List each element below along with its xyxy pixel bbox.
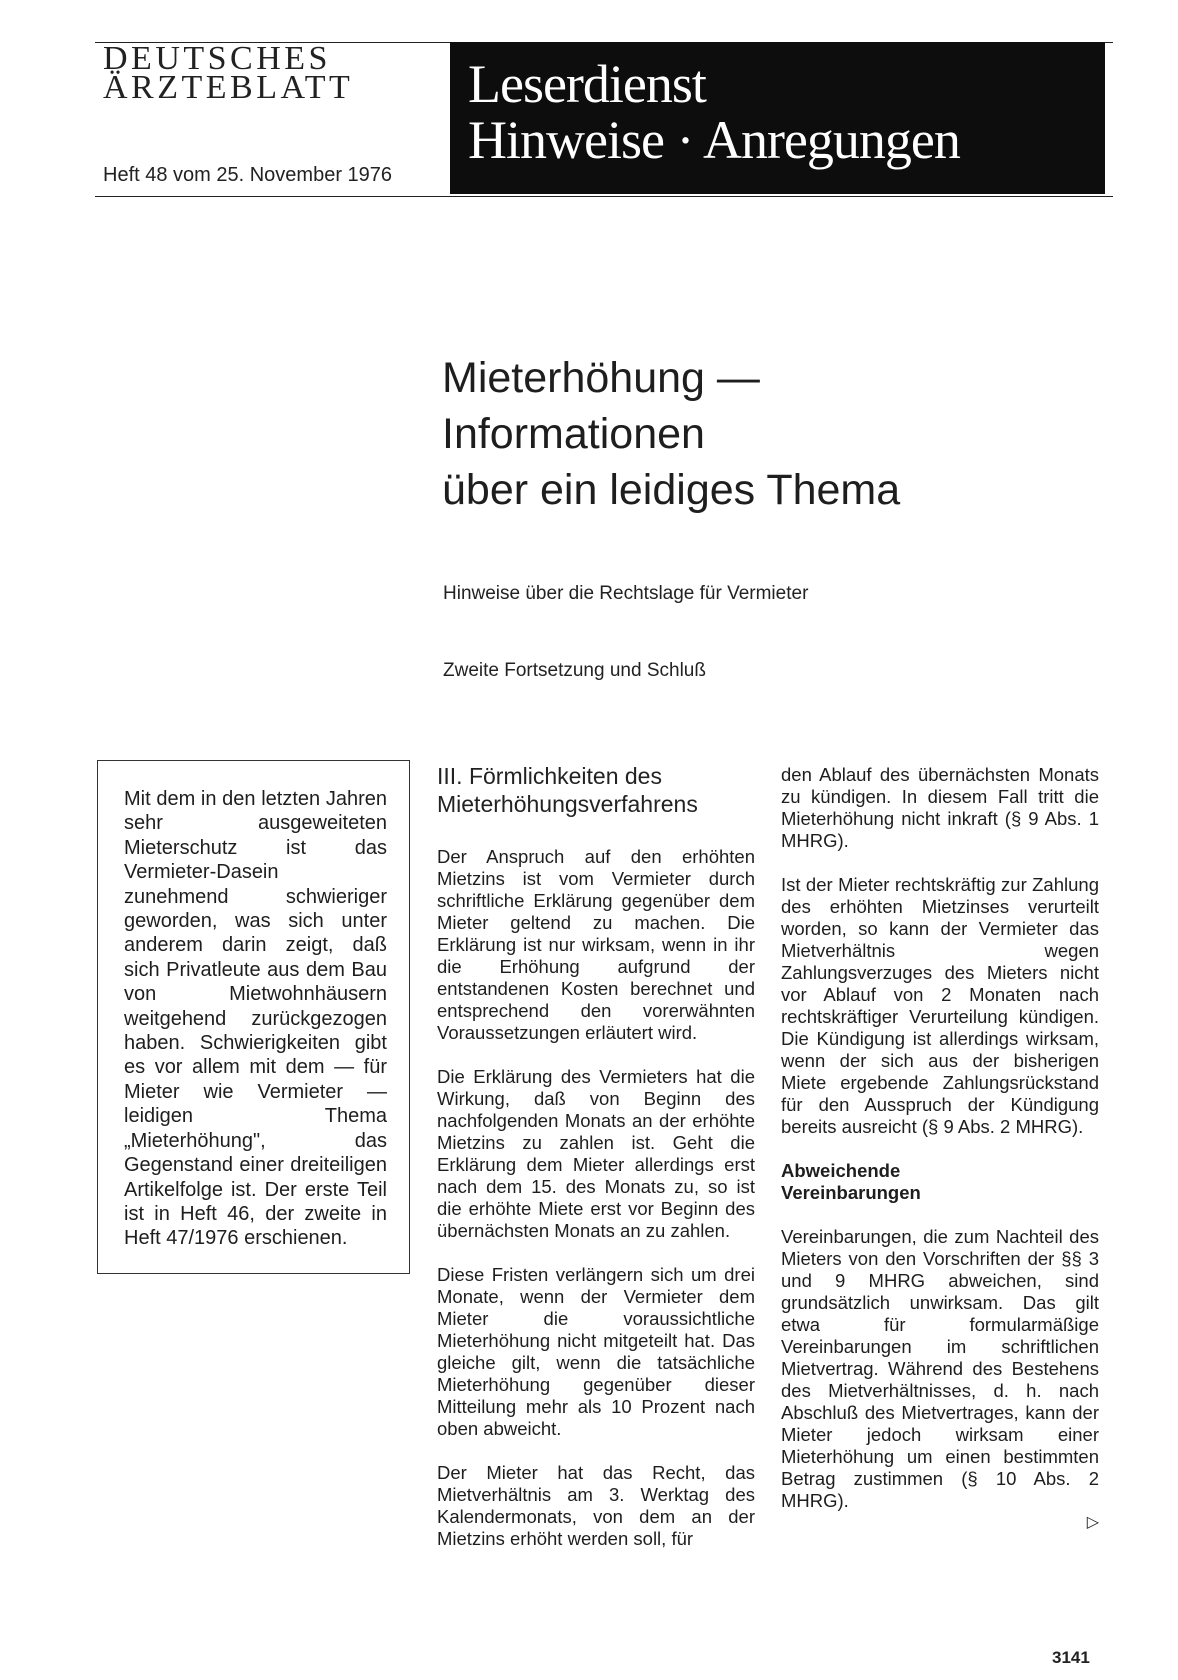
section-heading: III. Förmlichkeiten des Mieterhöhungsverfahrens — [437, 763, 698, 817]
section-banner — [450, 42, 1105, 194]
column-3 — [781, 764, 1099, 1534]
paragraph: Vereinbarungen, die zum Nachteil des Mieters von den Vorschriften der §§ 3 und 9 MHRG abweichen, sind grundsätzlich unwirksam. Das gilt etwa für formularmäßige Vereinbarungen im schriftlichen Mietvertrag. Während des Bestehens des Mietverhältnisses, d. h. nach Abschluß des Mietvertrages, kann der Mieter jedoch wirksam einer Mieterhöhung um einen bestimmten Betrag zustimmen (§ 10 Abs. 2 MHRG). — [781, 1226, 1099, 1511]
paragraph: Der Mieter hat das Recht, das Mietverhältnis am 3. Werktag des Kalendermonats, von dem an der Mietzins erhöht werden soll, für — [437, 1462, 755, 1549]
masthead-line-1: DEUTSCHES — [103, 40, 331, 77]
paragraph: den Ablauf des übernächsten Monats zu kündigen. In diesem Fall tritt die Mieterhöhung nicht inkraft (§ 9 Abs. 1 MHRG). — [781, 764, 1099, 851]
continue-arrow-icon: ▷ — [1086, 1514, 1099, 1531]
title-line-2: Informationen — [442, 410, 705, 458]
article-title — [442, 350, 900, 518]
column-2 — [437, 762, 755, 1572]
paragraph: Ist der Mieter rechtskräftig zur Zahlung des erhöhten Mietzinses verurteilt worden, so kann der Vermieter das Mietverhältnis wegen Zahlungsverzuges des Mieters nicht vor Ablauf von 2 Monaten nach rechtskräftiger Verurteilung kündigen. Die Kündigung ist allerdings wirksam, wenn der sich aus der bisherigen Miete ergebende Zahlungsrückstand für den Ausspruch der Kündigung bereits ausreicht (§ 9 Abs. 2 MHRG). — [781, 874, 1099, 1137]
intro-text: Mit dem in den letzten Jahren sehr ausgeweiteten Mieterschutz ist das Vermieter-Dasein zunehmend schwieriger geworden, was sich unter anderem darin zeigt, daß sich Privatleute aus dem Bau von Mietwohnhäusern weitgehend zurückgezogen haben. Schwierigkeiten gibt es vor allem mit dem — für Mieter wie Vermieter — leidigen Thema „Mieterhöhung", das Gegenstand einer dreiteiligen Artikelfolge ist. Der erste Teil ist in Heft 46, der zweite in Heft 47/1976 erschienen. — [124, 788, 387, 1250]
subsection-heading-line-2: Vereinbarungen — [781, 1182, 921, 1203]
banner-line-1: Leserdienst — [468, 54, 706, 114]
title-line-3: über ein leidiges Thema — [442, 466, 901, 514]
masthead-line-2: ÄRZTEBLATT — [103, 69, 354, 106]
title-line-1: Mieterhöhung — — [442, 354, 760, 402]
continuation-note: Zweite Fortsetzung und Schluß — [443, 660, 706, 681]
intro-box — [97, 760, 410, 1274]
banner-line-2: Hinweise · Anregungen — [468, 110, 960, 170]
subsection-heading — [781, 1160, 1099, 1204]
header-rule-bottom — [95, 196, 1113, 197]
page-number: 3141 — [1052, 1648, 1090, 1667]
article-subtitle: Hinweise über die Rechtslage für Vermieter — [443, 583, 809, 604]
journal-masthead — [103, 40, 433, 106]
paragraph: Die Erklärung des Vermieters hat die Wirkung, daß von Beginn des nachfolgenden Monats an der erhöhte Mietzins zu zahlen ist. Geht die Erklärung dem Mieter allerdings erst nach dem 15. des Monats zu, so ist die erhöhte Miete erst vor Beginn des übernächsten Monats an zu zahlen. — [437, 1066, 755, 1241]
paragraph: Der Anspruch auf den erhöhten Mietzins ist vom Vermieter durch schriftliche Erklärung gegenüber dem Mieter geltend zu machen. Die Erklärung ist nur wirksam, wenn in ihr die Erhöhung aufgrund der entstandenen Kosten berechnet und entsprechend den vorerwähnten Voraussetzungen erläutert wird. — [437, 846, 755, 1043]
subsection-heading-line-1: Abweichende — [781, 1160, 901, 1181]
issue-info: Heft 48 vom 25. November 1976 — [103, 164, 393, 186]
paragraph: Diese Fristen verlängern sich um drei Monate, wenn der Vermieter dem Mieter die voraussichtliche Mieterhöhung nicht mitgeteilt hat. Das gleiche gilt, wenn die tatsächliche Mieterhöhung gegenüber dieser Mitteilung mehr als 10 Prozent nach oben abweicht. — [437, 1264, 755, 1439]
